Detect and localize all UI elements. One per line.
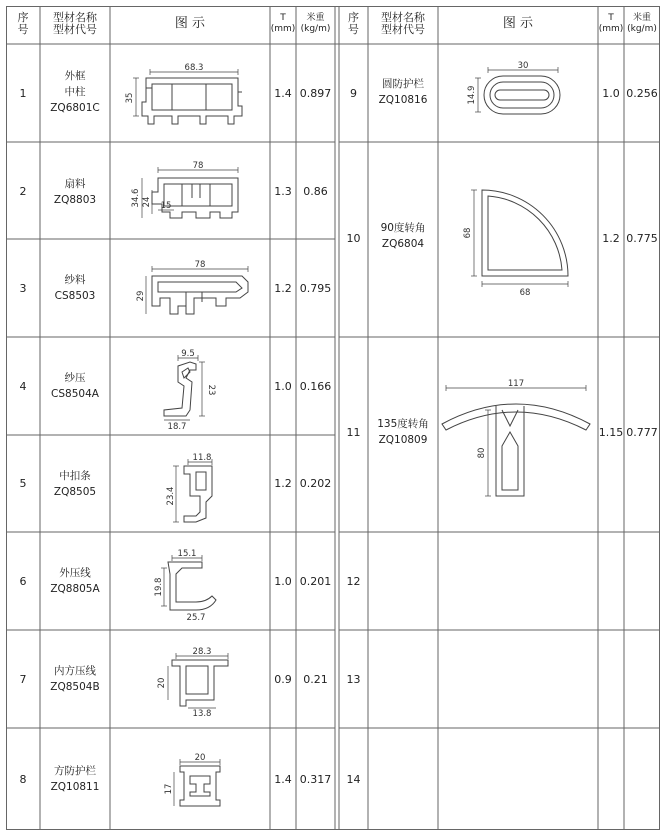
header-seq-line2: 号 [17,23,29,36]
weight-value: 0.21 [303,673,328,686]
header-seq-line2: 号 [348,23,359,36]
header-diagram-right: 图 示 [502,16,534,31]
dim-label: 68 [519,288,531,298]
weight-value: 0.775 [626,232,658,245]
profile-diagram-10 [471,190,568,287]
dim-label: 17 [164,783,174,795]
profile-name [40,176,110,208]
profile-diagram-8 [174,759,220,806]
weight-value: 0.897 [299,87,332,100]
dim-label: 117 [507,379,525,389]
thickness-value: 1.2 [274,477,292,490]
profile-name-line: 90度转角 [380,222,426,234]
profile-name [40,763,110,795]
dim-label: 34.6 [131,188,141,208]
dim-label: 30 [517,61,529,71]
header-thickness-line1: T [608,13,614,23]
dim-label: 9.5 [181,349,195,359]
dim-label: 13.8 [192,709,212,719]
row-number: 2 [19,185,27,198]
profile-code: ZQ8803 [53,194,97,206]
profile-name-line: 外压线 [59,567,91,579]
dim-label: 68.3 [184,63,204,73]
header-thickness-line2: (mm) [270,24,296,34]
profile-name [40,68,110,116]
profile-name [40,565,110,597]
profile-code: ZQ10816 [378,94,428,106]
dim-label: 78 [194,260,206,270]
profile-diagram-7 [168,653,228,708]
header-seq-right [339,12,368,36]
header-name-line1: 型材名称 [381,11,425,24]
header-weight-line2: (kg/m) [627,24,657,34]
row-number: 13 [346,673,361,686]
weight-value: 0.317 [299,773,332,786]
profile-name-line: 纱压 [64,372,86,384]
header-thickness [270,13,296,35]
thickness-value: 1.3 [274,185,292,198]
dim-label: 24 [142,196,152,208]
header-weight [296,13,335,35]
header-seq-line1: 序 [348,11,359,24]
dim-label: 23.4 [166,486,176,506]
header-name-line2: 型材代号 [381,23,425,36]
thickness-value: 1.0 [602,87,620,100]
dim-label: 80 [477,447,487,459]
dim-label: 15.1 [177,549,197,559]
thickness-value: 1.2 [602,232,620,245]
profile-name-line: 135度转角 [377,418,429,430]
dim-label: 19.8 [154,577,164,597]
header-weight-right [624,13,660,35]
profile-code: ZQ10811 [50,781,100,793]
header-name [40,12,110,36]
header-weight-line1: 米重 [632,13,651,23]
row-number: 6 [19,575,27,588]
profile-name-line: 内方压线 [54,665,96,677]
dim-label: 20 [194,753,206,763]
thickness-value: 1.0 [274,575,292,588]
profile-name-line: 圆防护栏 [382,78,424,90]
profile-diagram-2 [142,167,238,218]
header-name-line2: 型材代号 [53,23,97,36]
profile-name [40,468,110,500]
weight-value: 0.777 [626,426,658,439]
row-number: 1 [19,87,27,100]
dim-label: 78 [192,161,204,171]
header-diagram: 图 示 [174,16,206,31]
header-name-line1: 型材名称 [53,11,97,24]
weight-value: 0.166 [299,380,332,393]
weight-value: 0.202 [299,477,332,490]
profile-code: ZQ6804 [381,238,425,250]
profile-name [368,76,438,108]
dim-label: 28.3 [192,647,212,657]
row-number: 8 [19,773,27,786]
profile-code: CS8503 [54,290,96,302]
header-seq [6,12,40,36]
row-number: 12 [346,575,361,588]
profile-code: ZQ6801C [50,102,100,114]
dim-label: 68 [463,227,473,239]
row-number: 3 [19,282,27,295]
profile-code: CS8504A [51,388,99,400]
profile-code: ZQ8505 [53,486,97,498]
thickness-value: 1.15 [598,426,624,439]
profile-spec-sheet [6,6,660,834]
profile-name [40,370,110,402]
dim-label: 11.8 [192,453,212,463]
profile-diagram-5 [173,459,212,522]
profile-name [368,416,438,448]
profile-code: ZQ10809 [378,434,428,446]
dim-label: 29 [136,290,146,302]
thickness-value: 1.2 [274,282,292,295]
dim-label: 14.9 [467,85,477,105]
dim-label: 20 [157,677,167,689]
dim-label: 18.7 [167,422,187,432]
profile-name-line: 纱料 [64,274,86,286]
spec-table-grid [6,6,660,830]
thickness-value: 0.9 [274,673,292,686]
profile-name [368,220,438,252]
dim-label: 23 [206,384,216,396]
row-number: 9 [350,87,357,100]
row-number: 4 [19,380,27,393]
thickness-value: 1.4 [274,773,292,786]
thickness-value: 1.0 [274,380,292,393]
profile-diagram-9 [475,67,560,114]
profile-code: ZQ8504B [50,681,100,693]
profile-diagram-11 [442,385,590,496]
profile-diagram-4 [164,355,205,420]
profile-name-line: 中柱 [64,86,86,98]
profile-name [40,272,110,304]
header-thickness-line2: (mm) [598,24,624,34]
profile-name [40,663,110,695]
weight-value: 0.795 [299,282,332,295]
row-number: 10 [346,232,361,245]
weight-value: 0.256 [626,87,658,100]
profile-diagram-6 [161,555,216,610]
profile-name-line: 扇料 [64,178,86,190]
header-weight-line1: 米重 [306,13,325,23]
dim-label: 35 [125,92,135,104]
dim-label: 25.7 [186,613,206,623]
row-number: 5 [19,477,27,490]
row-number: 7 [19,673,27,686]
thickness-value: 1.4 [274,87,292,100]
header-thickness-right [598,13,624,35]
weight-value: 0.86 [303,185,328,198]
weight-value: 0.201 [299,575,332,588]
header-name-right [368,12,438,36]
profile-name-line: 外框 [64,70,86,82]
profile-code: ZQ8805A [50,583,100,595]
row-number: 14 [346,773,361,786]
header-thickness-line1: T [280,13,286,23]
header-seq-line1: 序 [17,11,29,24]
profile-name-line: 方防护栏 [54,765,96,777]
dim-label: 15 [160,201,172,211]
row-number: 11 [346,426,361,439]
profile-name-line: 中扣条 [59,470,91,482]
header-weight-line2: (kg/m) [300,24,331,34]
profile-diagram-1 [133,69,242,124]
profile-diagram-3 [146,266,248,314]
